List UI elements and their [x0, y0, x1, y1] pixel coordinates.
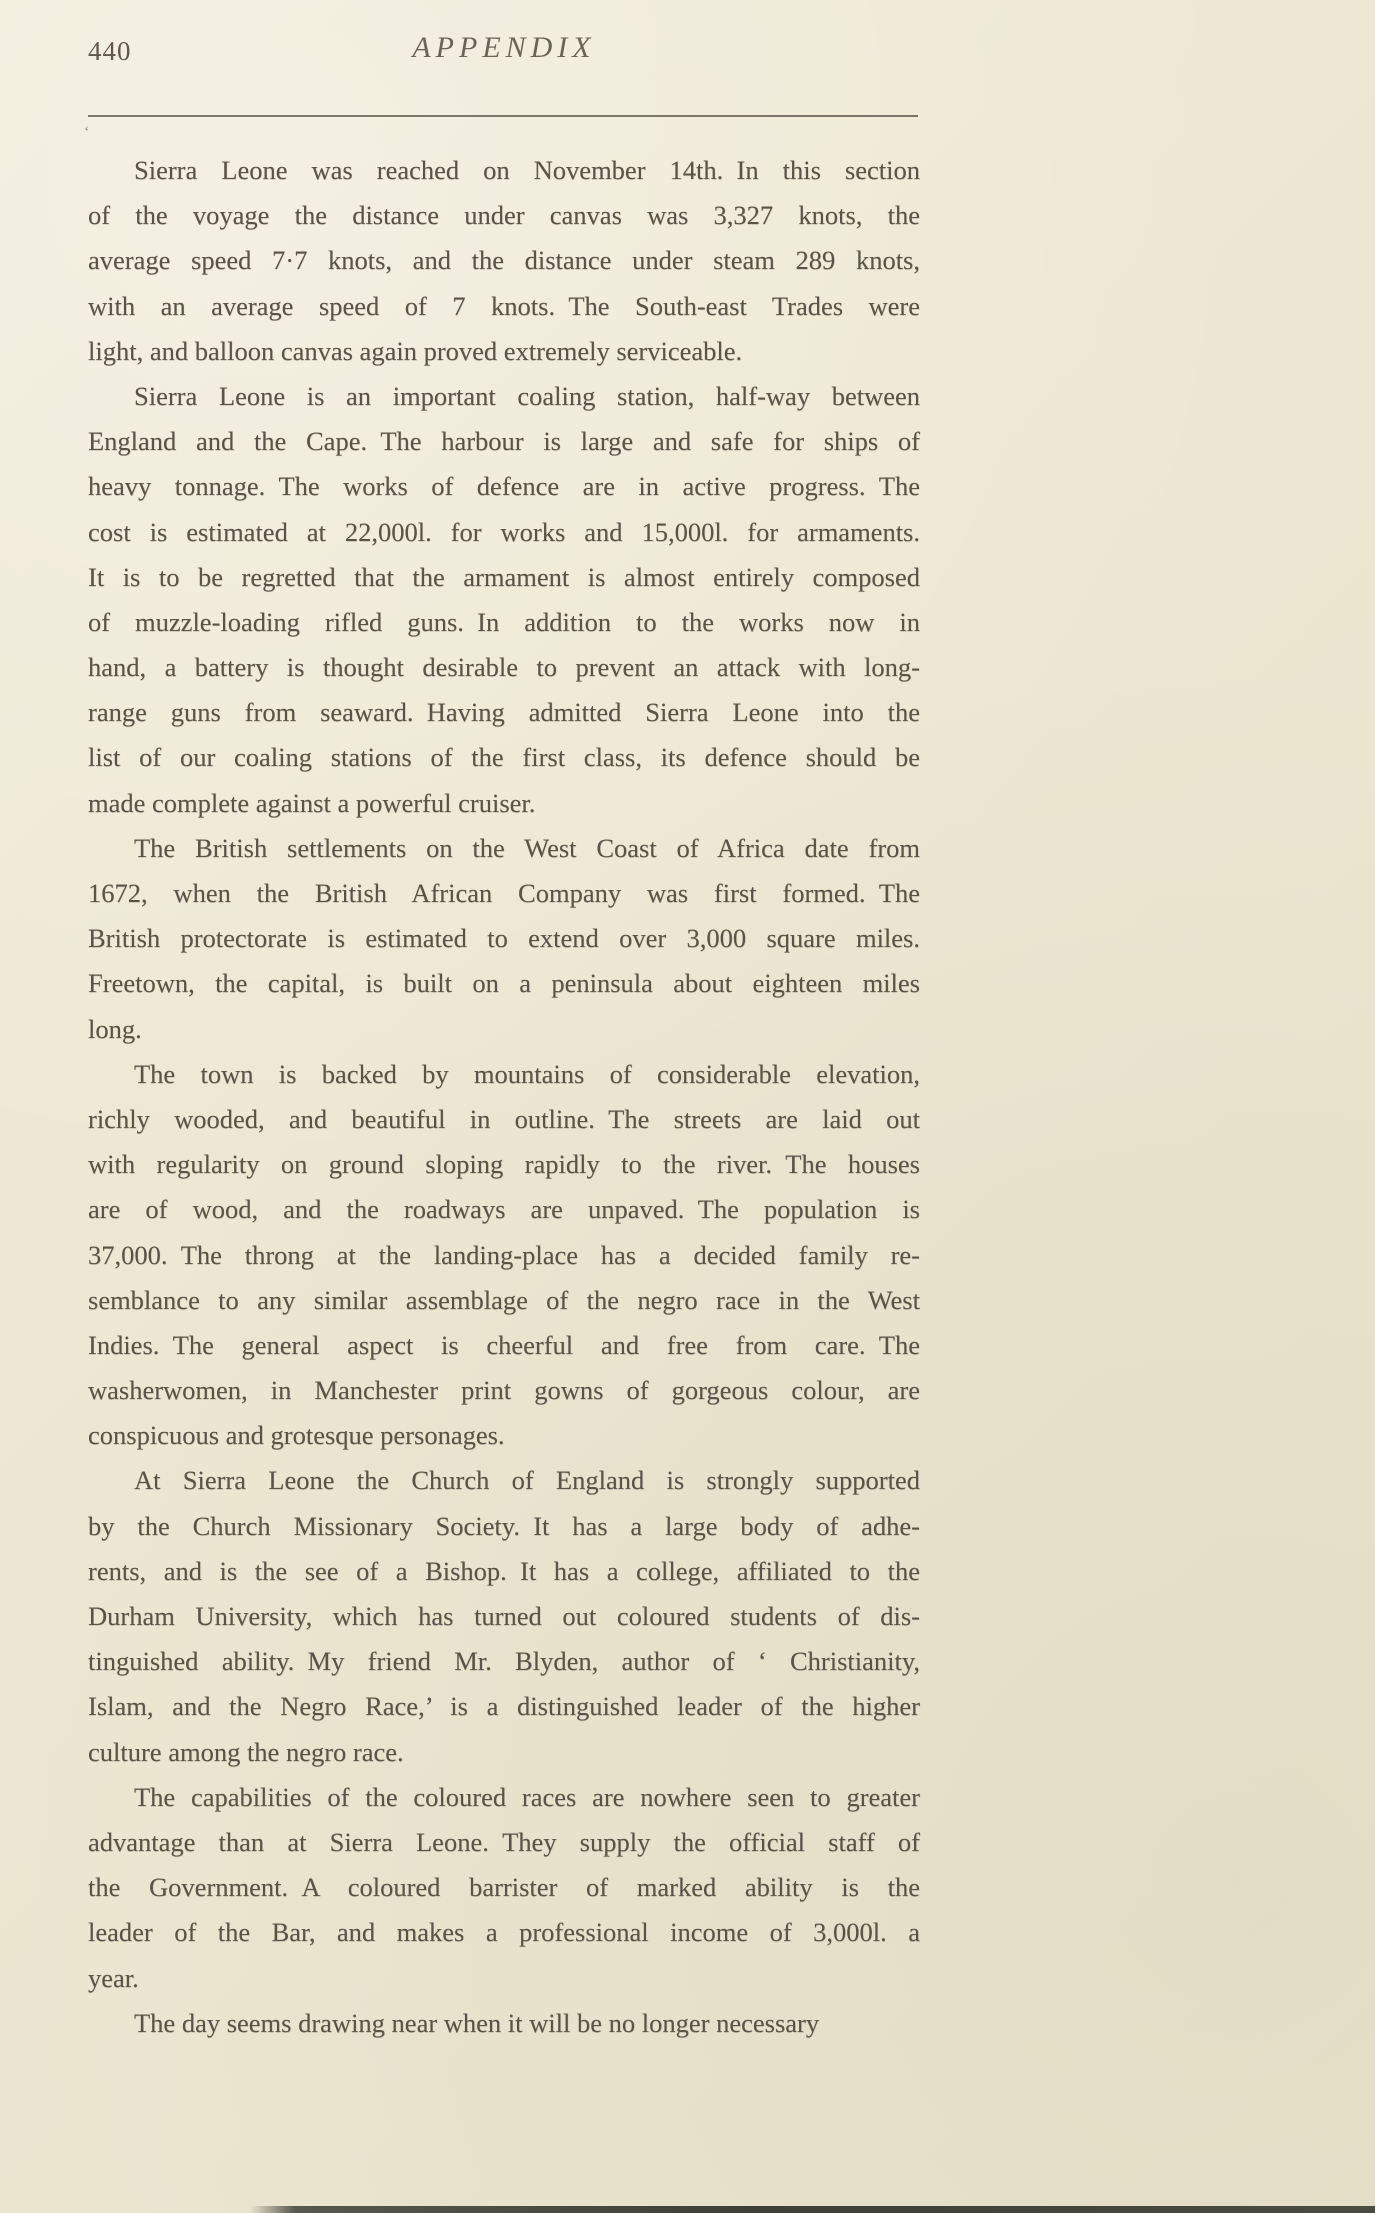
text-line: The British settlements on the West Coast of Africa date from — [134, 832, 920, 863]
text-line: of muzzle-loading rifled guns. In addition to the works now in — [88, 606, 920, 637]
text-line: richly wooded, and beautiful in outline. The streets are laid out — [88, 1103, 920, 1134]
text-line: Indies. The general aspect is cheerful and free from care. The — [88, 1329, 920, 1360]
paragraph — [88, 374, 920, 826]
text-line: rents, and is the see of a Bishop. It has a college, affiliated to the — [88, 1555, 920, 1586]
text-line: At Sierra Leone the Church of England is strongly supported — [134, 1465, 920, 1496]
text-line: The capabilities of the coloured races are nowhere seen to greater — [134, 1781, 920, 1812]
text-line: semblance to any similar assemblage of the negro race in the West — [88, 1284, 920, 1315]
text-line: culture among the negro race. — [88, 1736, 404, 1767]
text-line: are of wood, and the roadways are unpaved. The population is — [88, 1194, 920, 1225]
scan-edge-shadow — [250, 2206, 1375, 2213]
text-line: by the Church Missionary Society. It has a large body of adhe- — [88, 1510, 920, 1541]
text-line: Sierra Leone is an important coaling station, half-way between — [134, 380, 920, 411]
text-line: long. — [88, 1013, 142, 1044]
text-line: British protectorate is estimated to extend over 3,000 square miles. — [88, 923, 920, 954]
text-line: of the voyage the distance under canvas was 3,327 knots, the — [88, 200, 920, 231]
text-line: made complete against a powerful cruiser. — [88, 787, 536, 818]
text-line: heavy tonnage. The works of defence are in active progress. The — [88, 471, 920, 502]
text-line: washerwomen, in Manchester print gowns of gorgeous colour, are — [88, 1375, 920, 1406]
text-line: with an average speed of 7 knots. The South-east Trades were — [88, 290, 920, 321]
text-line: year. — [88, 1962, 139, 1993]
text-line: the Government. A coloured barrister of marked ability is the — [88, 1872, 920, 1903]
text-line: range guns from seaward. Having admitted Sierra Leone into the — [88, 697, 920, 728]
text-line: England and the Cape. The harbour is large and safe for ships of — [88, 426, 920, 457]
text-line: Freetown, the capital, is built on a peninsula about eighteen miles — [88, 968, 920, 999]
text-line: with regularity on ground sloping rapidly to the river. The houses — [88, 1149, 920, 1180]
text-line: conspicuous and grotesque personages. — [88, 1420, 505, 1451]
paragraph — [88, 1052, 920, 1459]
running-head-title: APPENDIX — [412, 31, 596, 64]
text-line: advantage than at Sierra Leone. They supply the official staff of — [88, 1826, 920, 1857]
text-line: 1672, when the British African Company was first formed. The — [88, 878, 920, 908]
paragraph — [88, 148, 920, 374]
text-line: cost is estimated at 22,000l. for works and 15,000l. for armaments. — [88, 516, 920, 547]
page-body — [88, 148, 920, 2046]
text-line: Islam, and the Negro Race,’ is a distinguished leader of the higher — [88, 1691, 920, 1722]
paragraph — [88, 1775, 920, 2001]
text-line: It is to be regretted that the armament is almost entirely composed — [88, 561, 920, 592]
text-line: The day seems drawing near when it will be no longer necessary — [134, 2007, 820, 2038]
paragraph — [88, 1458, 920, 1774]
header-rule — [88, 115, 918, 117]
text-line: Sierra Leone was reached on November 14th. In this section — [134, 155, 920, 185]
text-line: The town is backed by mountains of considerable elevation, — [134, 1058, 920, 1089]
text-line: hand, a battery is thought desirable to prevent an attack with long- — [88, 652, 920, 683]
text-line: list of our coaling stations of the first class, its defence should be — [88, 742, 920, 773]
text-line: leader of the Bar, and makes a professional income of 3,000l. a — [88, 1917, 920, 1948]
text-line: Durham University, which has turned out coloured students of dis- — [88, 1601, 920, 1631]
text-line: 37,000. The throng at the landing-place has a decided family re- — [88, 1239, 920, 1270]
paragraph — [88, 2001, 920, 2046]
text-line: light, and balloon canvas again proved extremely serviceable. — [88, 335, 743, 366]
text-line: tinguished ability. My friend Mr. Blyden, author of ‘ Christianity, — [88, 1646, 920, 1677]
paragraph — [88, 826, 920, 1052]
stray-ink-mark: ‘ — [84, 124, 90, 141]
text-line: average speed 7·7 knots, and the distance under steam 289 knots, — [88, 245, 920, 276]
page-number: 440 — [88, 36, 132, 66]
